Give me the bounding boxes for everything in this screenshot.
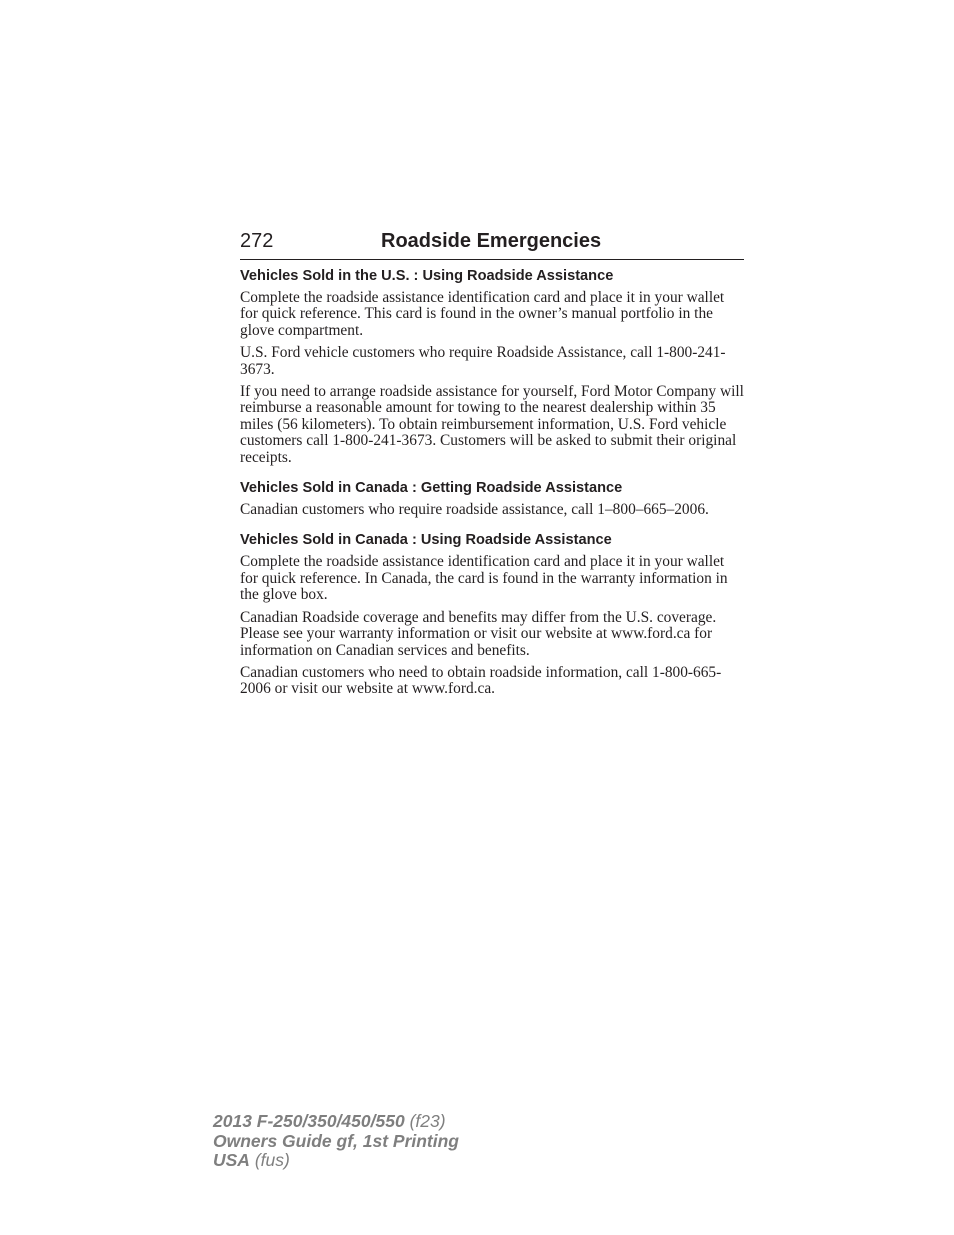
footer-model-line (213, 1112, 459, 1132)
footer-guide: Owners Guide gf, 1st Printing (213, 1130, 459, 1151)
section-canada-using-assistance (240, 530, 744, 697)
paragraph: U.S. Ford vehicle customers who require Roadside Assistance, call 1-800-241-3673. (240, 344, 726, 378)
paragraph: Canadian customers who require roadside assistance, call 1–800–665–2006. (240, 501, 709, 519)
paragraph: Canadian customers who need to obtain roadside information, call 1-800-665-2006 or visit our website at www.ford.ca. (240, 663, 722, 698)
footer-model-code: (f23) (409, 1111, 446, 1131)
page-number: 272 (240, 230, 274, 252)
section-heading: Vehicles Sold in the U.S. : Using Roadside Assistance (240, 268, 614, 284)
section-us-using-assistance (240, 266, 744, 466)
paragraph: Complete the roadside assistance identification card and place it in your wallet for quick reference. In Canada, the card is found in the warranty information in the glove box. (240, 553, 728, 604)
footer-model: 2013 F-250/350/450/550 (213, 1111, 405, 1131)
chapter-title: Roadside Emergencies (381, 230, 602, 252)
footer-market-code: (fus) (254, 1150, 290, 1170)
section-heading: Vehicles Sold in Canada : Using Roadside Assistance (240, 532, 612, 549)
page-header (240, 228, 744, 260)
section-canada-getting-assistance (240, 478, 744, 518)
paragraph: If you need to arrange roadside assistance for yourself, Ford Motor Company will reimburse a reasonable amount for towing to the nearest dealership within 35 miles (56 kilometers). To obtain reimbursement information, U.S. Ford vehicle customers call 1-800-241-3673. Customers will be asked to submit their original receipts. (240, 383, 744, 466)
paragraph: Complete the roadside assistance identification card and place it in your wallet for quick reference. This card is found in the owner’s manual portfolio in the glove compartment. (240, 289, 725, 339)
footer-guide-line (213, 1132, 459, 1152)
footer-market: USA (213, 1150, 250, 1170)
document-footer (213, 1112, 459, 1171)
page-content (240, 266, 744, 704)
footer-market-line (213, 1151, 459, 1171)
paragraph: Canadian Roadside coverage and benefits may differ from the U.S. coverage. Please see your warranty information or visit our website at www.ford.ca for information on Canadian services and benefits. (240, 608, 717, 659)
section-heading: Vehicles Sold in Canada : Getting Roadside Assistance (240, 480, 623, 497)
